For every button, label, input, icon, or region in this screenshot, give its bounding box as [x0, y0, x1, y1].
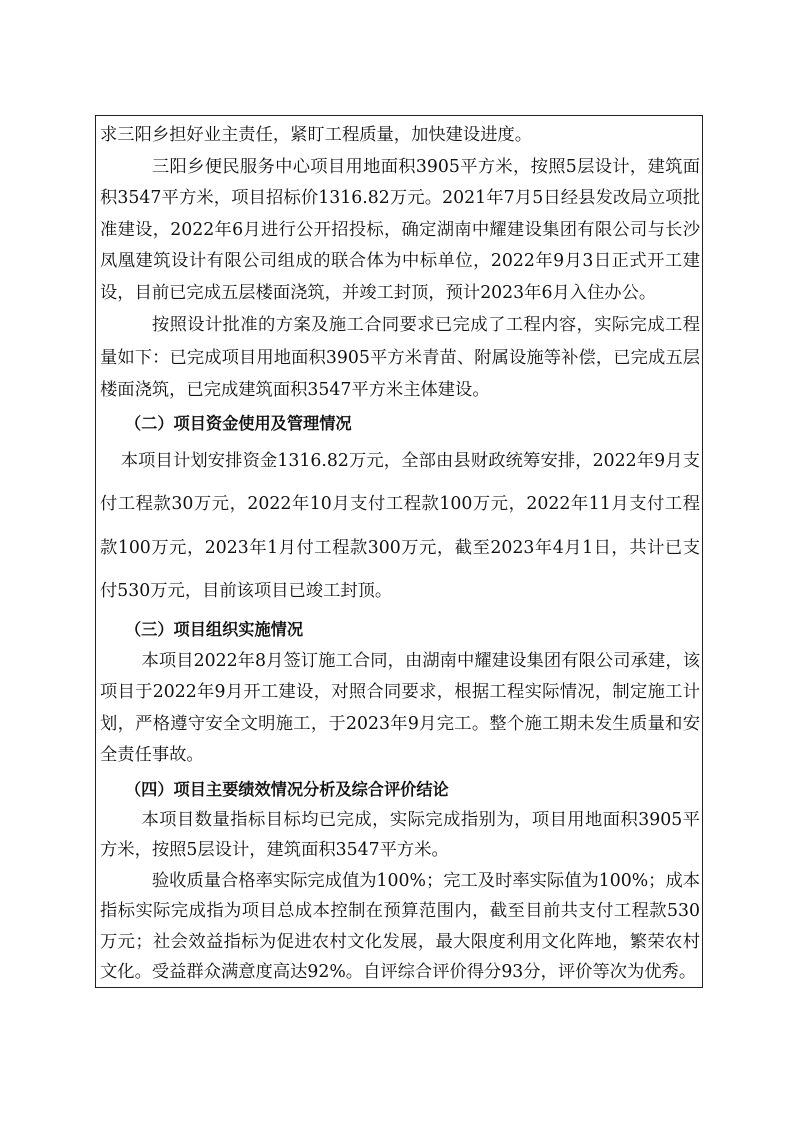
performance-paragraph-2: 验收质量合格率实际完成值为100%；完工及时率实际值为100%；成本指标实际完成指为项目总成本控制在预算范围内，截至目前共支付工程款530万元；社会效益指标为促进农村文化发展，最大限度利用文化阵地，繁荣农村文化。受益群众满意度高达92%。自评综合评价得分93分，评价等次为优秀。 [100, 870, 701, 982]
performance-paragraph-1: 本项目数量指标目标均已完成，实际完成指别为，项目用地面积3905平方米，按照5层设计，建筑面积3547平方米。 [100, 809, 700, 860]
section-heading-implementation: （三）项目组织实施情况 [125, 619, 304, 639]
section-heading-funds: （二）项目资金使用及管理情况 [125, 413, 352, 433]
intro-paragraph-2: 按照设计批准的方案及施工合同要求已完成了工程内容，实际完成工程量如下：已完成项目用地面积3905平方米青苗、附属设施等补偿，已完成五层楼面浇筑，已完成建筑面积3547平方米主体建设。 [100, 315, 700, 400]
funds-paragraph: 本项目计划安排资金1316.82万元，全部由县财政统筹安排，2022年9月支付工程款30万元，2022年10月支付工程款100万元，2022年11月支付工程款100万元，2023年1月付工程款300万元，截至2023年4月1日，共计已支付530万元，目前该项目已竣工封顶。 [100, 450, 700, 601]
section-heading-performance: （四）项目主要绩效情况分析及综合评价结论 [125, 779, 449, 799]
implementation-paragraph: 本项目2022年8月签订施工合同，由湖南中耀建设集团有限公司承建，该项目于2022年9月开工建设，对照合同要求，根据工程实际情况，制定施工计划，严格遵守安全文明施工，于2023年9月完工。整个施工期未发生质量和安全责任事故。 [100, 650, 700, 765]
intro-paragraph-0: 求三阳乡担好业主责任，紧盯工程质量，加快建设进度。 [100, 125, 533, 145]
intro-paragraph-1: 三阳乡便民服务中心项目用地面积3905平方米，按照5层设计，建筑面积3547平方米，项目招标价1316.82万元。2021年7月5日经县发改局立项批准建设，2022年6月进行公开招投标，确定湖南中耀建设集团有限公司与长沙凤凰建筑设计有限公司组成的联合体为中标单位，2022年9月3日正式开工建设，目前已完成五层楼面浇筑，并竣工封顶，预计2023年6月入住办公。 [100, 156, 700, 303]
document-body [100, 120, 700, 988]
